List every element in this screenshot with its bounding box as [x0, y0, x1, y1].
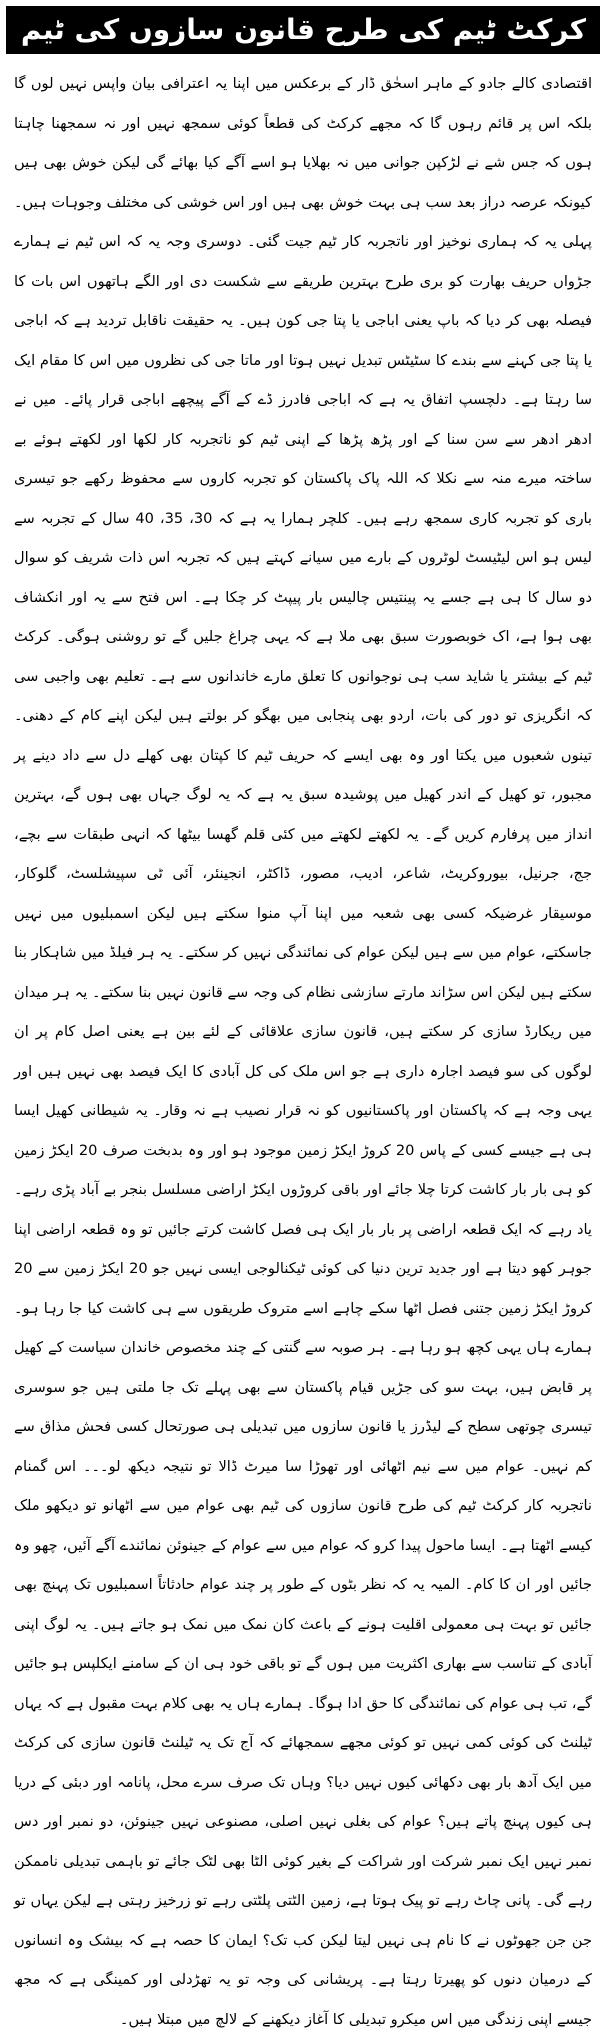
column-headline: کرکٹ ٹیم کی طرح قانون سازوں کی ٹیم: [6, 6, 600, 54]
article-body: اقتصادی کالے جادو کے ماہر اسحٰق ڈار کے برعکس میں اپنا یہ اعترافی بیان واپس نہیں لوں گا بلکہ اس پر قائم رہوں گا کہ مجھے کرکٹ کی قطعاً کوئی سمجھ نہیں اور نہ سمجھنا چاہتا ہوں کہ جس شے نے لڑکپن جوانی میں نہ بھلایا ہو اسے آگے کیا بھائے گی لیکن خوش بھی ہیں کیونکہ عرصہ دراز بعد سب ہی بہت خوش بھی ہیں اور اس خوشی کی مختلف وجوہات ہیں۔ پہلی یہ کہ ہماری نوخیز اور ناتجربہ کار ٹیم جیت گئی۔ دوسری وجہ یہ کہ اس ٹیم نے ہمارے جڑواں حریف بھارت کو بری طرح بہترین طریقے سے شکست دی اور الگے ہاتھوں اس بات کا فیصلہ بھی کر دیا کہ باپ یعنی اباجی یا پتا جی کون ہیں۔ یہ حقیقت ناقابل تردید ہے کہ اباجی یا پتا جی کہنے سے بندے کا سٹیٹس تبدیل نہیں ہوتا اور ماتا جی کی نظروں میں اس کا مقام ایک سا رہتا ہے۔ دلچسپ اتفاق یہ ہے کہ اباجی فادرز ڈے کے آگے پیچھے اباجی قرار پائے۔ میں نے ادھر ادھر سے سن سنا کے اور پڑھ پڑھا کے اپنی ٹیم کو ناتجربہ کار لکھا اور لکھتے ہوئے بے ساختہ میرے منہ سے نکلا کہ اللہ پاک پاکستان کو تجربہ کاروں سے محفوظ رکھے جو تیسری باری کو تجربہ کاری سمجھ رہے ہیں۔ کلچر ہمارا یہ ہے کہ 30، 35، 40 سال کے تجربہ سے لیس ہو اس لیٹیسٹ لوٹروں کے بارے میں سیانے کہتے ہیں کہ تجربہ اس ذات شریف کو سوال دو سال کا ہی ہے جسے یہ پینتیس چالیس بار پیپٹ کر چکا ہے۔ اس فتح سے یہ اور انکشاف بھی ہوا ہے، اک خوبصورت سبق بھی ملا ہے کہ یہی چراغ جلیں گے تو روشنی ہوگی۔ کرکٹ ٹیم کے بیشتر یا شاید سب ہی نوجوانوں کا تعلق مارے خاندانوں سے ہے۔ تعلیم بھی واجبی سی کہ انگریزی تو دور کی بات، اردو بھی پنجابی میں بھگو کر بولتے ہیں لیکن اپنے کام کے دھنی۔ تینوں شعبوں میں یکتا اور وہ بھی ایسے کہ حریف ٹیم کا کپتان بھی کھلے دل سے داد دینے پر مجبور، تو کھیل کے اندر کھیل میں پوشیدہ سبق یہ ہے کہ یہ لوگ جہاں بھی ہوں گے، بہترین انداز میں پرفارم کریں گے۔ یہ لکھتے لکھتے میں کئی قلم گھسا بیٹھا کہ انہی طبقات سے بچے، جج، جرنیل، بیوروکریٹ، شاعر، ادیب، مصور، ڈاکٹر، انجینئر، آئی ٹی سپیشلسٹ، گلوکار، موسیقار غرضیکہ کسی بھی شعبہ میں اپنا آپ منوا سکتے ہیں لیکن اسمبلیوں میں نہیں جاسکتے، عوام میں سے ہیں لیکن عوام کی نمائندگی نہیں کر سکتے۔ یہ ہر فیلڈ میں شاہکار بنا سکتے ہیں لیکن اس سڑاند مارتے سازشی نظام کی وجہ سے قانون نہیں بنا سکتے۔ یہ ہر میدان میں ریکارڈ سازی کر سکتے ہیں، قانون سازی علاقائی کے لئے بین ہے یعنی اصل کام پر ان لوگوں کی سو فیصد اجارہ داری ہے جو اس ملک کی کل آبادی کا ایک فیصد بھی نہیں ہیں اور یہی وجہ ہے کہ پاکستان اور پاکستانیوں کو نہ قرار نصیب ہے نہ وقار۔ یہ شیطانی کھیل ایسا ہی ہے جیسے کسی کے پاس 20 کروڑ ایکڑ زمین موجود ہو اور وہ بدبخت صرف 20 ایکڑ زمین کو ہی بار بار کاشت کرتا چلا جائے اور باقی کروڑوں ایکڑ اراضی مسلسل بنجر بے آباد پڑی رہے۔ یاد رہے کہ ایک قطعہ اراضی پر بار بار ایک ہی فصل کاشت کرتے جائیں تو وہ قطعہ اراضی اپنا جوہر کھو دیتا ہے اور جدید ترین دنیا کی کوئی ٹیکنالوجی ایسی نہیں جو 20 ایکڑ زمین سے 20 کروڑ ایکڑ زمین جتنی فصل اٹھا سکے چاہے اسے متروک طریقوں سے ہی کاشت کیا جا رہا ہو۔ ہمارے ہاں یہی کچھ ہو رہا ہے۔ ہر صوبہ سے گنتی کے چند مخصوص خاندان سیاست کے کھیل پر قابض ہیں، بہت سو کی جڑیں قیام پاکستان سے بھی پہلے تک جا ملتی ہیں جو سوسری تیسری چوتھی سطح کے لیڈرز یا قانون سازوں میں تبدیلی ہی صورتحال کسی فحش مذاق سے کم نہیں۔ عوام میں سے نیم اٹھائی اور تھوڑا سا میرٹ ڈالا تو نتیجہ دیکھ لو۔۔۔ اس گمنام ناتجربہ کار کرکٹ ٹیم کی طرح قانون سازوں کی ٹیم بھی عوام میں سے اٹھانو تو دیکھو ملک کیسے اٹھتا ہے۔ ایسا ماحول پیدا کرو کہ عوام میں سے عوام کے جینوئن نمائندے آگے آئیں، چھو وہ جائیں اور ان کا کام۔ المیہ یہ کہ نظر بٹوں کے طور پر چند عوام حادثاتاً اسمبلیوں تک پہنچ بھی جائیں تو بہت ہی معمولی اقلیت ہونے کے باعث کان نمک میں نمک ہو جاتے ہیں۔ یہ لوگ اپنی آبادی کے تناسب سے بھاری اکثریت میں ہوں گے تو باقی خود ہی ان کے سامنے ایکلپس ہو جائیں گے، تب ہی عوام کی نمائندگی کا حق ادا ہوگا۔ ہمارے ہاں یہ بھی کلام بہت مقبول ہے کہ یہاں ٹیلنٹ کی کوئی کمی نہیں تو کوئی مجھے سمجھائے کہ آج تک یہ ٹیلنٹ قانون سازی کی کرکٹ میں ایک آدھ بار بھی دکھائی کیوں نہیں دیا؟ وہاں تک صرف سرے محل، پانامہ اور دبئی کے دریا ہی کیوں پہنچ پاتے ہیں؟ عوام کی بغلی نہیں اصلی، مصنوعی نہیں جینوئن، دو نمبر اور دس نمبر نہیں ایک نمبر شرکت اور شراکت کے بغیر کوئی الٹا بھی لٹک جائے تو باہمی تبدیلی ناممکن رہے گی۔ پانی چاٹ رہے تو پیک ہوتا ہے، زمین الٹتی پلٹتی رہے تو زرخیز رہتی ہے لیکن یہاں تو جن جن جھوٹوں نے کا نام ہی نہیں لیتا لیکن کب تک؟ ایمان کا حصہ ہے کہ بیشک وہ انسانوں کے درمیان دنوں کو پھیرتا رہتا ہے۔ پریشانی کی وجہ تو یہ تھڑدلی اور کمینگی ہے کہ مجھ جیسے اپنی زندگی میں اس میکرو تبدیلی کا آغاز دیکھنے کے لالچ میں مبتلا ہیں۔: [14, 75, 592, 2028]
